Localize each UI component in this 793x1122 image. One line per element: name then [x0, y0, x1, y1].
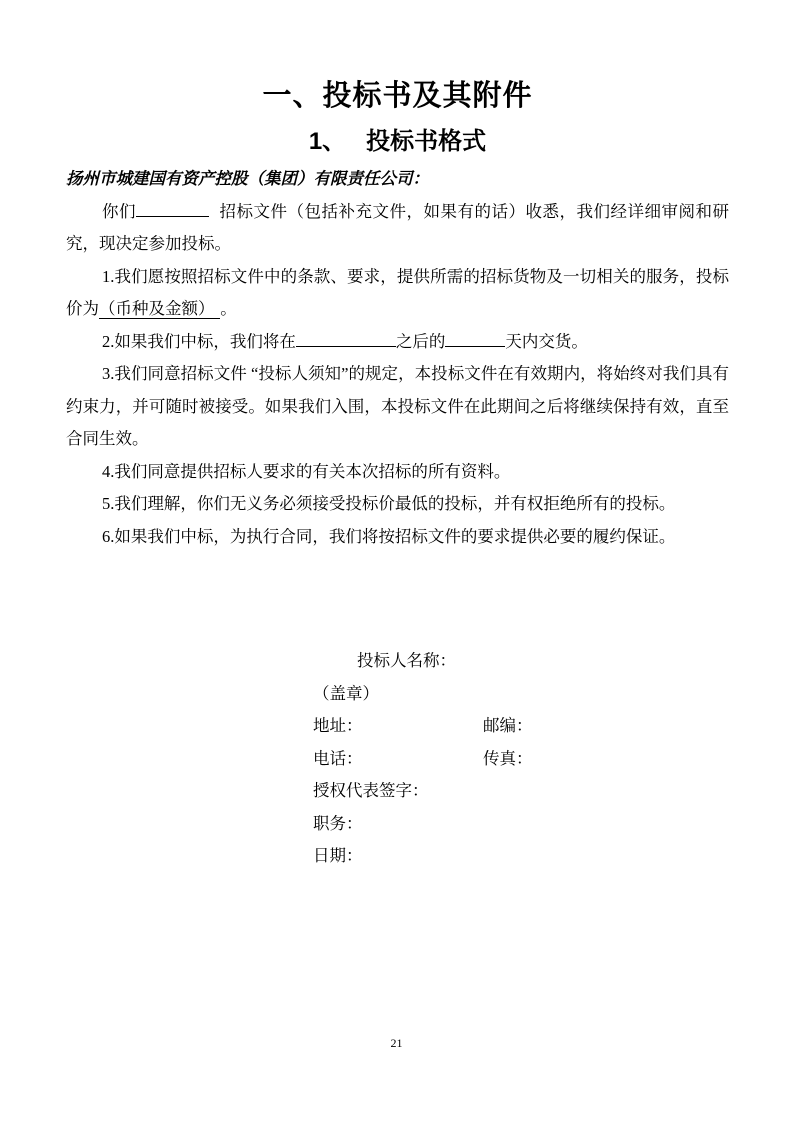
item-2-text-2: 之后的: [395, 331, 446, 351]
page-content: [0, 78, 793, 873]
date-line: [313, 840, 729, 873]
item-2-paragraph: [66, 326, 729, 359]
signature-block: [313, 645, 729, 873]
postcode-label: 邮编：: [483, 716, 533, 735]
document-body: [66, 163, 729, 553]
item-4-paragraph: 4.我们同意提供招标人要求的有关本次招标的所有资料。: [102, 461, 511, 481]
fax-label: 传真：: [483, 748, 533, 768]
item-5-paragraph: 5.我们理解，你们无义务必须接受投标价最低的投标，并有权拒绝所有的投标。: [102, 494, 676, 513]
bidder-name-label: 投标人名称：: [357, 651, 456, 670]
date-label: 日期：: [313, 846, 363, 865]
salutation-line: 扬州市城建国有资产控股（集团）有限责任公司：: [66, 169, 429, 188]
fill-in-blank-price: （币种及金额）: [99, 299, 220, 319]
intro-paragraph: [66, 196, 729, 261]
address-postcode-line: [313, 710, 729, 743]
bidder-name-line: [313, 645, 729, 678]
seal-line: [313, 678, 729, 711]
item-1-text: 1.我们愿按照招标文件中的条款、要求，提供所需的招标货物及一切相关的服务，投标价为: [66, 266, 729, 318]
phone-label: 电话：: [313, 748, 363, 768]
position-label: 职务：: [313, 813, 363, 833]
item-3-paragraph: 3.我们同意招标文件 “投标人须知”的规定，本投标文件在有效期内，将始终对我们具有约束力，并可随时被接受。如果我们入围，本投标文件在此期间之后将继续保持有效，直至合同生效。: [66, 364, 729, 448]
item-1-period: 。: [220, 299, 237, 318]
seal-label: （盖章）: [313, 683, 379, 703]
authorized-rep-label: 授权代表签字：: [313, 781, 429, 800]
address-label: 地址：: [313, 716, 363, 735]
intro-text-pre: 你们: [102, 201, 136, 221]
fill-in-blank-recipient: [136, 201, 209, 217]
intro-text-post: 招标文件（包括补充文件，如果有的话）收悉，我们经详细审阅和研究，现决定参加投标。: [66, 201, 729, 253]
page-number: 21: [390, 1036, 403, 1050]
item-2-text-1: 2.如果我们中标，我们将在: [102, 331, 296, 351]
item-1-paragraph: [66, 261, 729, 326]
authorized-rep-line: [313, 775, 729, 808]
section-number: 1、: [308, 128, 347, 155]
document-title: 一、投标书及其附件: [262, 80, 533, 112]
section-name: 投标书格式: [366, 128, 487, 155]
phone-fax-line: [313, 743, 729, 776]
fill-in-blank-delivery-days: [445, 331, 505, 347]
fill-in-blank-delivery-event: [296, 331, 396, 347]
section-heading: [66, 127, 729, 157]
item-6-paragraph: 6.如果我们中标，为执行合同，我们将按招标文件的要求提供必要的履约保证。: [102, 526, 676, 546]
position-line: [313, 808, 729, 841]
item-2-text-3: 天内交货。: [505, 331, 588, 351]
